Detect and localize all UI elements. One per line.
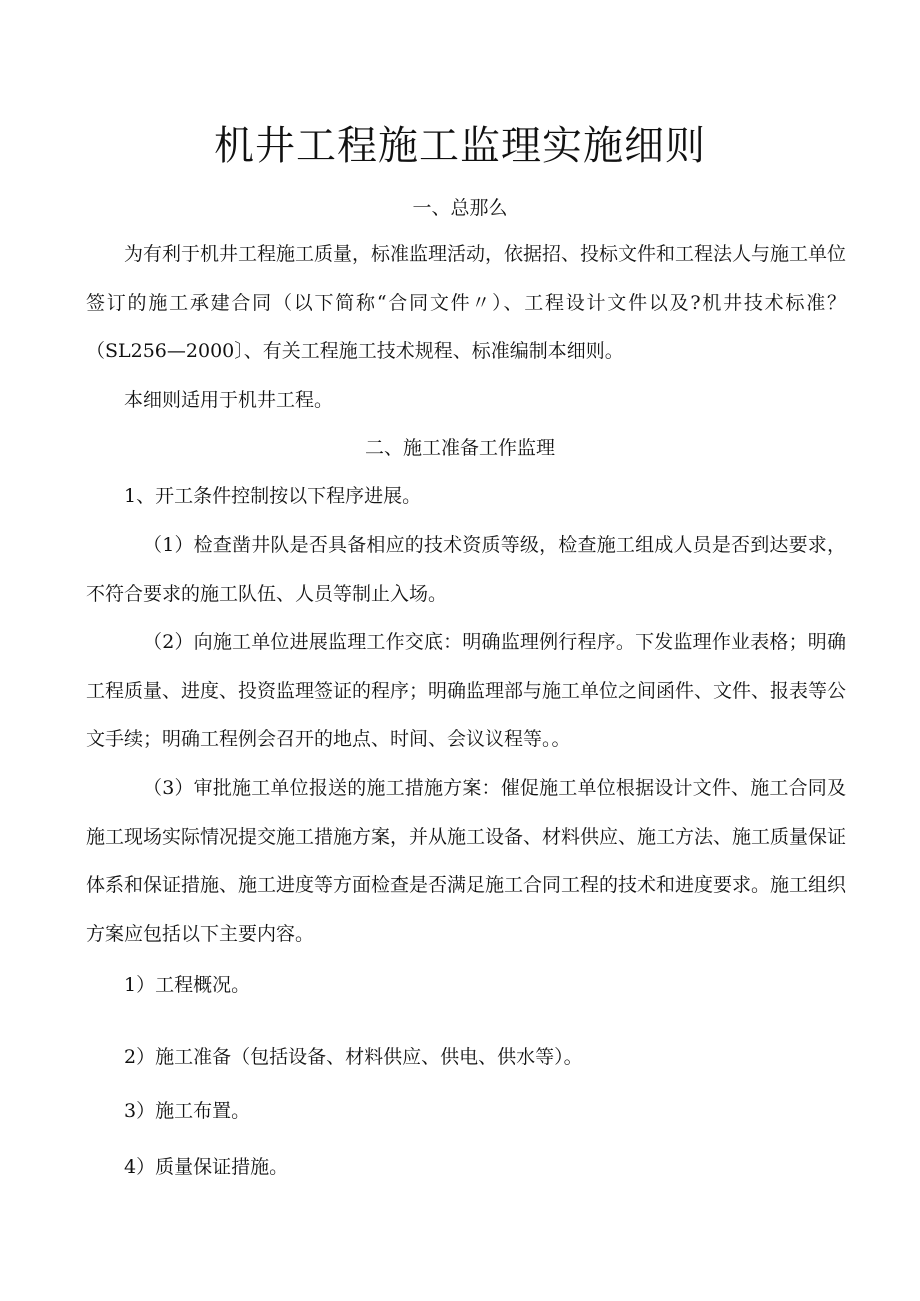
list-item: 4）质量保证措施。 xyxy=(124,1156,289,1178)
paragraph-scope: 本细则适用于机井工程。 xyxy=(124,389,334,411)
list-item: 2）施工准备（包括设备、材料供应、供电、供水等）。 xyxy=(124,1046,583,1068)
section-heading-preparation: 二、施工准备工作监理 xyxy=(364,437,555,459)
subitem-approve-plan: （3）审批施工单位报送的施工措施方案：催促施工单位根据设计文件、施工合同及施工现场实际情况提交施工措施方案，并从施工设备、材料供应、施工方法、施工质量保证体系和保证措施、施工进度等方面检查是否满足施工合同工程的技术和进度要求。施工组织方案应包括以下主要内容。 xyxy=(86,777,847,945)
item-start-conditions: 1、开工条件控制按以下程序进展。 xyxy=(124,485,422,507)
section-heading-general: 一、总那么 xyxy=(412,197,508,219)
list-item: 1）工程概况。 xyxy=(124,974,251,996)
paragraph-purpose: 为有利于机井工程施工质量，标准监理活动，依据招、投标文件和工程法人与施工单位签订的施工承建合同（以下简称“合同文件〃）、工程设计文件以及?机井技术标准？（SL256—2000〕、有关工程施工技术规程、标准编制本细则。 xyxy=(86,243,847,362)
subitem-check-team: （1）检查凿井队是否具备相应的技术资质等级，检查施工组成人员是否到达要求，不符合要求的施工队伍、人员等制止入场。 xyxy=(86,534,846,605)
document-title: 机井工程施工监理实施细则 xyxy=(214,123,706,169)
subitem-briefing: （2）向施工单位进展监理工作交底：明确监理例行程序。下发监理作业表格；明确工程质量、进度、投资监理签证的程序；明确监理部与施工单位之间函件、文件、报表等公文手续；明确工程例会召开的地点、时间、会议议程等。。 xyxy=(86,631,847,750)
list-item: 3）施工布置。 xyxy=(124,1100,251,1122)
